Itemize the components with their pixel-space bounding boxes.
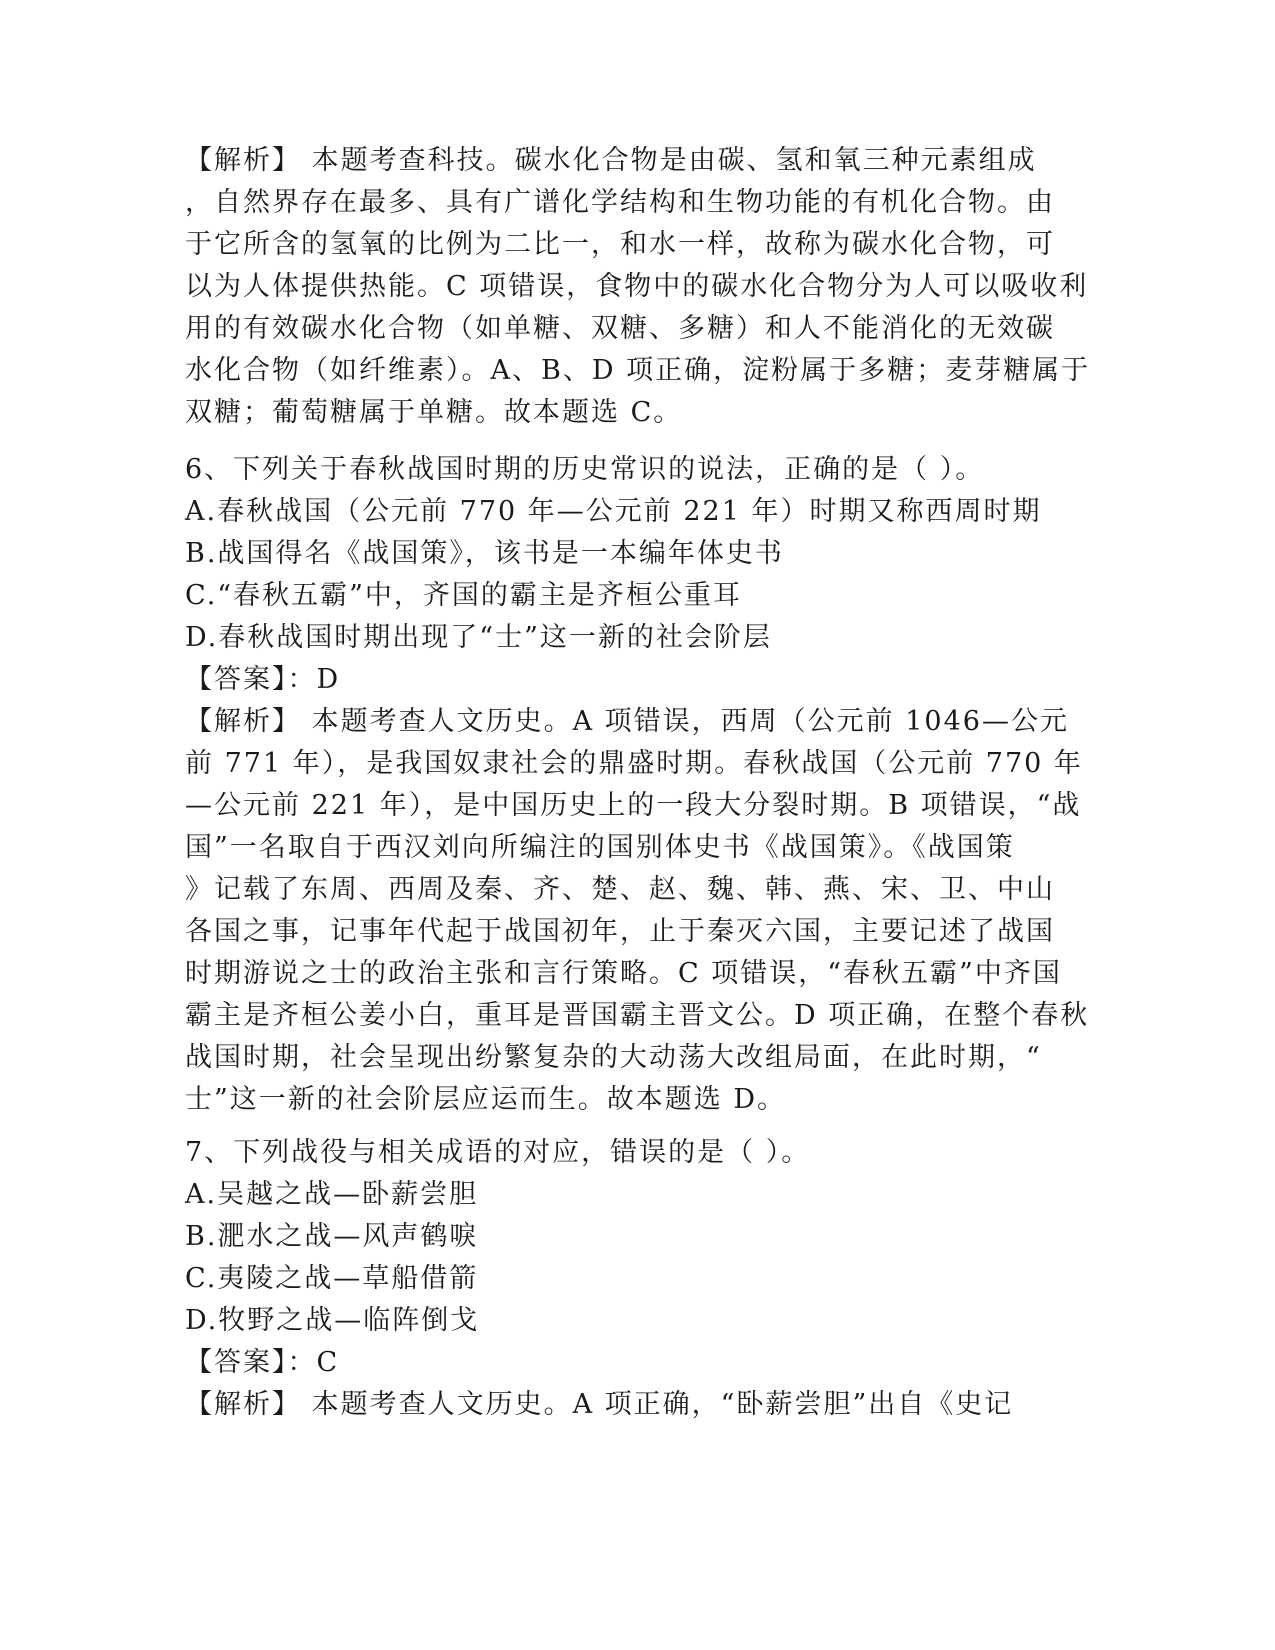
q6-question: 6、下列关于春秋战国时期的历史常识的说法，正确的是（ ）。 <box>185 454 985 485</box>
q7-option-d: D.牧野之战—临阵倒戈 <box>185 1305 480 1336</box>
q6-analysis-line: 前 771 年），是我国奴隶社会的鼎盛时期。春秋战国（公元前 770 年 <box>185 748 1083 779</box>
q6-analysis-line: —公元前 221 年），是中国历史上的一段大分裂时期。B 项错误，“战 <box>185 790 1082 821</box>
q6-analysis-line: 【解析】 本题考查人文历史。A 项错误，西周（公元前 1046—公元 <box>185 706 1069 737</box>
q6-analysis-line: 士”这一新的社会阶层应运而生。故本题选 D。 <box>185 1084 787 1115</box>
q6-analysis-line: 各国之事，记事年代起于战国初年，止于秦灭六国，主要记述了战国 <box>185 916 1055 947</box>
q6-analysis-line: 》记载了东周、西周及秦、齐、楚、赵、魏、韩、燕、宋、卫、中山 <box>185 874 1055 905</box>
q5-analysis-line: 以为人体提供热能。C 项错误，食物中的碳水化合物分为人可以吸收利 <box>185 271 1089 302</box>
q7-question: 7、下列战役与相关成语的对应，错误的是（ ）。 <box>185 1137 811 1168</box>
q6-analysis-line: 时期游说之士的政治主张和言行策略。C 项错误，“春秋五霸”中齐国 <box>185 958 1062 989</box>
q6-option-d: D.春秋战国时期出现了“士”这一新的社会阶层 <box>185 622 772 653</box>
q7-option-c: C.夷陵之战—草船借箭 <box>185 1263 479 1294</box>
q5-analysis-line: 水化合物（如纤维素）。A、B、D 项正确，淀粉属于多糖；麦芽糖属于 <box>185 355 1091 386</box>
q5-analysis-line: 双糖；葡萄糖属于单糖。故本题选 C。 <box>185 397 683 428</box>
q6-option-c: C.“春秋五霸”中，齐国的霸主是齐桓公重耳 <box>185 580 742 611</box>
q5-analysis-line: 于它所含的氢氧的比例为二比一，和水一样，故称为碳水化合物，可 <box>185 229 1055 260</box>
q6-option-b: B.战国得名《战国策》，该书是一本编年体史书 <box>185 538 784 569</box>
q5-analysis-line: 【解析】 本题考查科技。碳水化合物是由碳、氢和氧三种元素组成 <box>185 145 1037 176</box>
q6-analysis-line: 霸主是齐桓公姜小白，重耳是晋国霸主晋文公。D 项正确，在整个春秋 <box>185 1000 1090 1031</box>
q7-option-b: B.淝水之战—风声鹤唳 <box>185 1221 479 1252</box>
q5-analysis-line: 用的有效碳水化合物（如单糖、双糖、多糖）和人不能消化的无效碳 <box>185 313 1055 344</box>
q6-option-a: A.春秋战国（公元前 770 年—公元前 221 年）时期又称西周时期 <box>185 496 1042 527</box>
q6-analysis-line: 国”一名取自于西汉刘向所编注的国别体史书《战国策》。《战国策 <box>185 832 1015 863</box>
q7-analysis-line: 【解析】 本题考查人文历史。A 项正确，“卧薪尝胆”出自《史记 <box>185 1389 1014 1420</box>
q6-analysis-line: 战国时期，社会呈现出纷繁复杂的大动荡大改组局面，在此时期，“ <box>185 1042 1042 1073</box>
q5-analysis-line: ，自然界存在最多、具有广谱化学结构和生物功能的有机化合物。由 <box>185 187 1055 218</box>
q7-answer: 【答案】：C <box>185 1347 340 1378</box>
q6-answer: 【答案】：D <box>185 664 341 695</box>
q7-option-a: A.吴越之战—卧薪尝胆 <box>185 1179 479 1210</box>
